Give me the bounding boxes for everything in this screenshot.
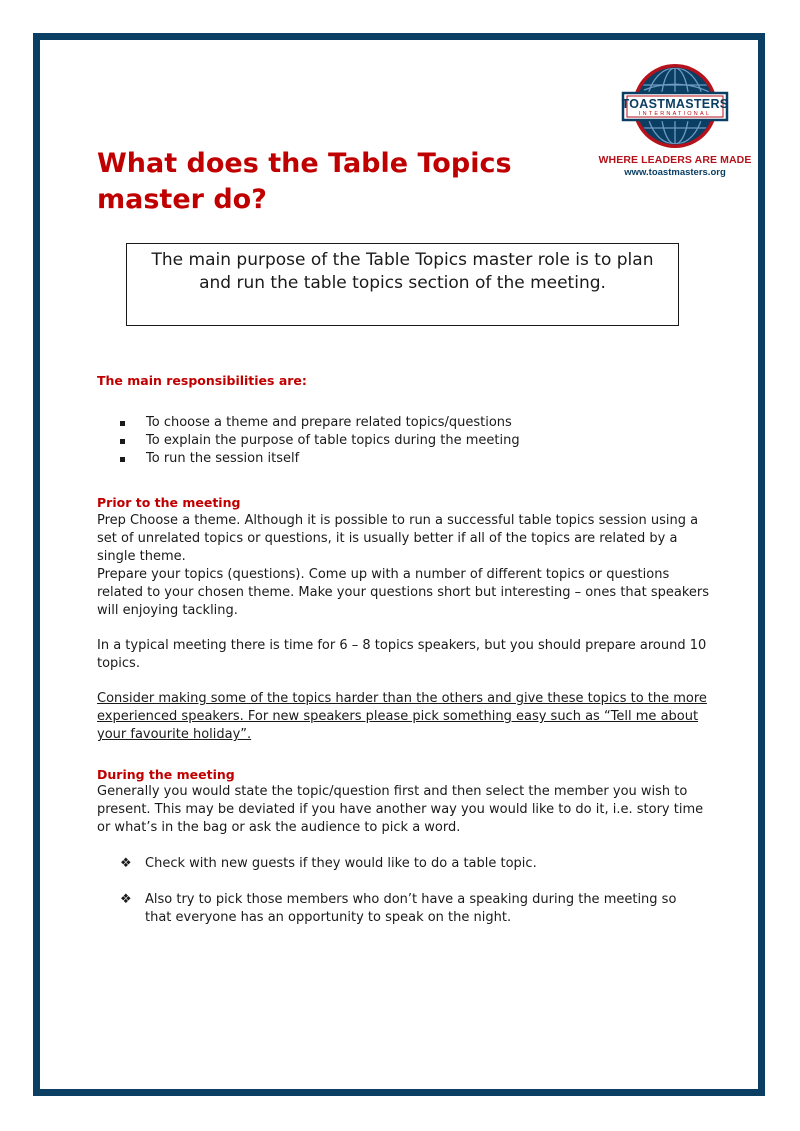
prior-paragraph-3: In a typical meeting there is time for 6 – 8 topics speakers, but you should prepare around 10 topics. [97,638,707,671]
square-bullet-icon [120,439,125,444]
tip-item [120,855,680,873]
logo-url: www.toastmasters.org [624,167,726,178]
brand-name: TOASTMASTERS [621,97,729,111]
square-bullet-icon [120,457,125,462]
during-paragraph-1: Generally you would state the topic/question first and then select the member you wish to present. This may be deviated if you have another way you would like to do it, i.e. story time or what’s in the bag or ask the audience to pick a word. [97,784,704,835]
during-heading: During the meeting [97,767,235,782]
tip-text: Also try to pick those members who don’t have a speaking during the meeting so that everyone has an opportunity to speak on the night. [145,892,677,925]
responsibilities-heading: The main responsibilities are: [97,373,307,388]
list-item-text: To run the session itself [146,451,300,466]
tip-text: Check with new guests if they would like to do a table topic. [145,856,537,871]
diamond-bullet-icon: ❖ [120,892,132,907]
list-item-text: To explain the purpose of table topics during the meeting [146,433,520,448]
page-title: What does the Table Topics master do? [97,148,512,215]
diamond-bullet-icon: ❖ [120,856,132,871]
purpose-text: The main purpose of the Table Topics master role is to plan and run the table topics section of the meeting. [151,250,654,293]
prior-paragraph-1: Prep Choose a theme. Although it is possible to run a successful table topics session using a set of unrelated topics or questions, it is usually better if all of the topics are related by a single theme. [97,513,699,564]
prior-paragraph-2: Prepare your topics (questions). Come up with a number of different topics or questions related to your chosen theme. Make your questions short but interesting – ones that speakers will enjoying tackling. [97,567,710,618]
list-item [120,414,520,432]
tip-item [120,891,680,927]
prior-heading: Prior to the meeting [97,495,241,510]
logo-tagline: WHERE LEADERS ARE MADE [598,154,752,166]
list-item [120,432,520,450]
responsibilities-list [120,414,520,468]
square-bullet-icon [120,421,125,426]
prior-paragraph-4: Consider making some of the topics harder than the others and give these topics to the more experienced speakers. For new speakers please pick something easy such as “Tell me about your favourite holiday”. [97,691,707,742]
list-item-text: To choose a theme and prepare related topics/questions [146,415,512,430]
brand-sub: INTERNATIONAL [638,111,712,117]
purpose-box [126,243,679,326]
list-item [120,450,520,468]
